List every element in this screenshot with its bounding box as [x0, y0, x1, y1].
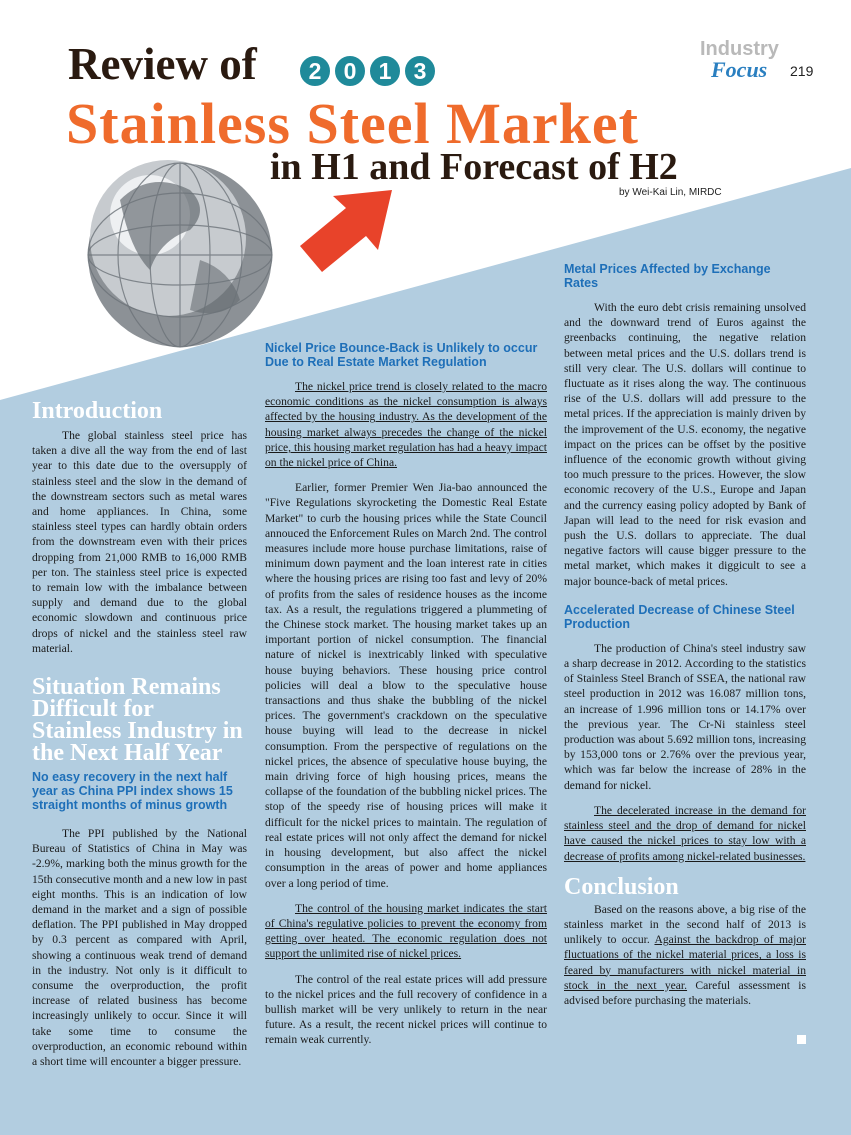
intro-heading: Introduction [32, 398, 163, 424]
byline: by Wei-Kai Lin, MIRDC [619, 187, 722, 198]
nickel-paragraph-3: The control of the housing market indicates the start of China's regulative policies to prevent the economy from getting over heated. The economic regulation does not support the unlimited rise of nickel prices. [265, 901, 547, 961]
end-square-icon [797, 1035, 806, 1044]
steel-paragraph-2: The decelerated increase in the demand for stainless steel and the drop of demand for nickel have caused the nickel prices to stay low with a decrease of profits among nickel-related businesses. [564, 803, 806, 863]
metal-heading: Metal Prices Affected by Exchange Rates [564, 262, 771, 290]
title-year [298, 54, 438, 88]
conclusion-paragraph [564, 902, 806, 1008]
situation-heading: Situation Remains Difficult for Stainless Industry in the Next Half Year [32, 674, 243, 767]
nickel-paragraph-4: The control of the real estate prices will add pressure to the nickel prices and the full recovery of confidence in a bullish market will be very unlikely to return in the near future. As a result, the recent nickel prices will continue to remain weak currently. [265, 972, 547, 1047]
metal-paragraph: With the euro debt crisis remaining unsolved and the downward trend of Euros against the greenbacks continuing, the negative relation between metal prices and the U.S. dollars trend is still very clear. The U.S. dollars will continue to fluctuate as it rises along the way. The continuous rise of the U.S. dollars will add pressure to the metal prices. If the appreciation is mainly driven by the improvement of the U.S. economy, the negative impact on the prices can be offset by the positive influence of the economic growth without giving too much pressure to the prices. However, the slow economic recovery of the U.S., Europe and Japan and the currency easing policy adopted by Bank of Japan will lead to the need for risk evasion and push the U.S. dollars to appreciate. The dual negative factors will cause bigger pressure to the metal market, which makes it diggicult to see a major bounce-back of metal prices. [564, 301, 806, 588]
page-number: 219 [790, 63, 814, 79]
steel-paragraph-1: The production of China's steel industry saw a sharp decrease in 2012. According to the statistics of Stainless Steel Branch of SSEA, the national raw steel production in 2012 was 16.087 million tons, an increase of 1.996 million tons or 14.17% over the previous year. The Cr-Ni stainless steel production was about 5.692 million tons, increasing by 153,000 tons or 2.76% over the previous year, which was far below the increase of 28% in the demand for nickel. [564, 641, 806, 792]
globe-illustration [88, 160, 272, 347]
situation-paragraph: The PPI published by the National Bureau of Statistics of China in May was -2.9%, marking both the minus growth for the 15th consecutive month and a new low in past eight months. This is an indication of low demand in the market and a sign of possible deflation. The PPI published in May dropped by 0.3 percent as compared with April, showing a continuous weak trend of demand in the industry. Not only is it difficult to consume the overproduction, the profit increase of related business has become increasingly unlikely to occur. Since it will take some time to consume the overproduction, an economic rebound within a short time will encounter a bigger pressure. [32, 827, 247, 1069]
conclusion-heading: Conclusion [564, 873, 679, 900]
right-column [564, 262, 806, 1008]
conclusion-text-a: Based on the reasons above, a big rise of the stainless market in the second half of 2013 is unlikely to occur. [564, 902, 806, 947]
year-digit: 1 [368, 54, 402, 88]
nickel-paragraph-1: The nickel price trend is closely related to the macro economic conditions as the nickel consumption is always affected by the housing industry. As the development of the housing market always precedes the change of the nickel price, this housing market regulation has had a heavy impact on the nickel price of China. [265, 380, 547, 470]
middle-column [265, 341, 547, 1048]
brand-industry: Industry [700, 38, 779, 60]
title-line-3: in H1 and Forecast of H2 [270, 146, 678, 188]
situation-subheading: No easy recovery in the next half year as China PPI index shows 15 straight months of minus growth [32, 770, 233, 813]
title-line-1: Review of [68, 39, 257, 89]
nickel-heading: Nickel Price Bounce-Back is Unlikely to occur Due to Real Estate Market Regulation [265, 341, 538, 369]
year-digit: 3 [403, 54, 437, 88]
nickel-paragraph-2: Earlier, former Premier Wen Jia-bao announced the "Five Regulations skyrocketing the Domestic Real Estate Market" to curb the housing prices while the State Council annouced the Enforcement Rules on March 2nd. The control measures include more house purchase limitations, raise of minimum down payment and the loan interest rate in cities where the housing prices are rising too fast and levy of 20% of profits from the sales of residence houses as the income tax. As a result, the regulations triggered a plummeting of the Chinese stock market. The housing market takes up an important portion of nickel consumption. The financial nature of nickel is inextricably linked with speculative house buying behaviors. These housing price control policies will deal a blow to the speculative house transactions and thus shake the bubbling of the nickel prices. The government's crackdown on the speculative house buying will lead to the decrease in nickel consumption. From the perspective of regulations on the nickel prices, the absence of speculative house buying, the main driving force of high housing prices, means the collapse of the foundation of the bubbling nickel prices. The stop of the speedy rise of housing prices will make it difficult for the nickel prices to maintain. The regulation of real estate prices will not only affect the demand for nickel in housing development, but also affect the nickel consumption in the areas of power and home appliances over a long period of time. [265, 481, 547, 890]
conclusion-text-b: Against the backdrop of major fluctuations of the nickel material prices, a loss is feared by manufacturers with nickel material in stock in the next year. [564, 933, 806, 992]
intro-paragraph: The global stainless steel price has taken a dive all the way from the end of last year to this date due to the oversupply of stainless steel and the slow in the demand of the downstream sectors such as metal wares and home appliances. In China, some stainless steel types can hardly obtain orders from the downstream even with their prices dropping from 21,000 RMB to 16,000 RMB per ton. The stainless steel price is expected to remain low with the imbalance between supply and demand due to the global economic slowdown and continuous price drops of nickel and the stainless steel raw material. [32, 429, 247, 655]
brand-focus: Focus [711, 57, 768, 82]
left-column [32, 400, 247, 1069]
year-digit: 0 [333, 54, 367, 88]
arrow-icon [300, 190, 392, 272]
title-line-2: Stainless Steel Market [66, 91, 639, 156]
steel-heading: Accelerated Decrease of Chinese Steel Production [564, 602, 795, 631]
year-digit: 2 [298, 54, 332, 88]
conclusion-text-c: Careful assessment is advised before purchasing the materials. [564, 978, 807, 1007]
